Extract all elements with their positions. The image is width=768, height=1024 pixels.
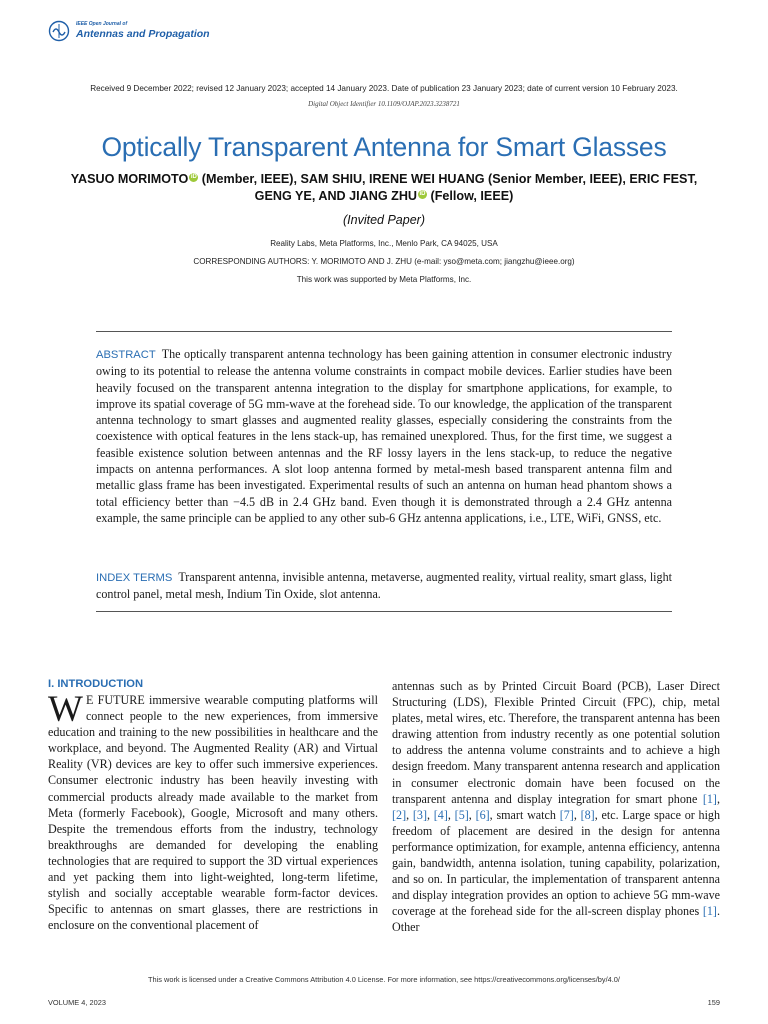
citation-link[interactable]: [3] (412, 807, 427, 822)
orcid-icon[interactable]: iD (190, 173, 197, 180)
author-list (0, 171, 768, 205)
author-list-part2: GENG YE, AND JIANG ZHU (254, 189, 418, 203)
journal-name-small: IEEE Open Journal of (76, 21, 128, 28)
invited-paper-label: (Invited Paper) (343, 213, 425, 227)
author-list-part1: (Member, IEEE), SAM SHIU, IRENE WEI HUANG (Senior Member, IEEE), ERIC FEST, (198, 172, 698, 186)
funding-note: This work was supported by Meta Platforms, Inc. (296, 275, 472, 284)
license-note: This work is licensed under a Creative Commons Attribution 4.0 License. For more information, see https://creativecommons.org/licenses/by/4.0/ (148, 975, 620, 984)
intro-text-left: E FUTURE immersive wearable computing platforms will connect people to the new experiences, from immersive education and training to the new possibilities in healthcare and the workplace, and beyond. The Augmented Reality (AR) and Virtual Reality (VR) devices are key to offer such immersive experiences. Consumer electronic industry has been heavily investing with commercial products already made available to the market from Meta (formerly Facebook), Google, Microsoft and many others. Despite the tremendous efforts from the industry, technology breakthroughs are demanded for developing the enabling technologies that are required to support the 3D virtual experiences and yet packing them into light-weighted, long-term lifetime, stylish and socially acceptable wearable form-factor devices. Specific to antennas on smart glasses, there are restrictions in enclosure on the conventional placement of (48, 693, 378, 933)
abstract-label: ABSTRACT (96, 349, 156, 361)
citation-link[interactable]: [8] (580, 807, 595, 822)
author-zhu-suffix: (Fellow, IEEE) (427, 189, 514, 203)
corresponding-authors: CORRESPONDING AUTHORS: Y. MORIMOTO AND J. ZHU (e-mail: yso@meta.com; jiangzhu@ieee.org) (193, 257, 575, 266)
intro-text-right-1: antennas such as by Printed Circuit Board (PCB), Laser Direct Structuring (LDS), Flexible Printed Circuit (FPC), chip, metal plates, metal wires, etc. Therefore, the transparent antenna has been drawing attention from industry recently as one potential solution to address the antenna volume constraints and to achieve a high design freedom. Many transparent antenna research and application in consumer electronic domain have been focused on the transparent antenna and display integration for smart phone (392, 679, 720, 806)
page-number: 159 (707, 998, 720, 1007)
citation-link[interactable]: [2] (392, 807, 407, 822)
author-morimoto: YASUO MORIMOTO (70, 172, 189, 186)
journal-header (48, 20, 210, 42)
journal-name: Antennas and Propagation (76, 28, 210, 41)
index-terms-text: Transparent antenna, invisible antenna, metaverse, augmented reality, virtual reality, smart glass, light control panel, metal mesh, Indium Tin Oxide, slot antenna. (96, 570, 672, 602)
divider (96, 611, 672, 612)
citation-link[interactable]: [7] (559, 807, 574, 822)
intro-text-right-end: . Other (392, 904, 720, 935)
abstract-text: The optically transparent antenna technology has been gaining attention in consumer electronic industry owing to its potential to release the antenna volume constraints in compact mobile devices. Earlier studies have been heavily focused on the transparent antenna integration to the display for smartphone applications, for example, to improve its spatial coverage of 5G mm-wave at the forehead side. To our knowledge, the application of the transparent antenna technology to smart glasses and augmented reality glasses, especially considering the constraints from the coexistence with optical features in the lens stack-up, has remained unexplored. Thus, for the first time, we suggest a feasible existence solution between antennas and the RF lossy layers in the lens stack-up, to reduce the negative impacts on antenna performances. A slot loop antenna formed by metal-mesh based transparent antenna film and metallic glass frame has been investigated. Experimental results of such an antenna on human head phantom shows a total efficiency better than −4.5 dB in 2.4 GHz band. Even though it is demonstrated through a 2.4 GHz antenna example, the same principle can be applied to any other sub-6 GHz antenna applications, i.e., LTE, WiFi, GNSS, etc. (96, 347, 672, 525)
intro-text-right-watch: , smart watch (489, 807, 560, 822)
paper-title: Optically Transparent Antenna for Smart Glasses (101, 132, 667, 162)
volume-label: VOLUME 4, 2023 (48, 998, 106, 1007)
citation-link[interactable]: [5] (454, 807, 469, 822)
ieee-logo-icon (48, 20, 70, 42)
citation-link[interactable]: [1] (702, 791, 717, 806)
body-column-right (392, 678, 720, 936)
citation-link[interactable]: [6] (475, 807, 490, 822)
citation-link[interactable]: [1] (702, 904, 717, 919)
publication-dates: Received 9 December 2022; revised 12 January 2023; accepted 14 January 2023. Date of publication 23 January 2023; date of current version 10 February 2023. (90, 84, 678, 93)
intro-text-right-2: , etc. Large space or high freedom of placement are desired in the design for antenna performance optimization, for example, antenna efficiency, antenna gain, bandwidth, antenna isolation, tuning capability, polarization, and so on. In particular, the implementation of transparent antenna and display integration provides an option to achieve 5G mm-wave coverage at the forehead side for the all-screen display phones (392, 807, 721, 919)
intro-paragraph-left (48, 689, 378, 933)
orcid-icon[interactable]: iD (419, 190, 426, 197)
abstract (96, 346, 672, 526)
affiliation: Reality Labs, Meta Platforms, Inc., Menlo Park, CA 94025, USA (270, 239, 498, 248)
intro-paragraph-right: antennas such as by Printed Circuit Board (PCB), Laser Direct Structuring (LDS), Flexible Printed Circuit (FPC), chip, metal plates, metal wires, etc. Therefore, the transparent antenna has been drawing attention from industry recently as one potential solution to address the antenna volume constraints and to achieve a high design freedom. Many transparent antenna research and application in consumer electronic domain have been focused on the transparent antenna and display integration for smart phone [1], [2], [3], [4], [5], [6], smart watch [7], [8], etc. Large space or high freedom of placement are desired in the design for antenna performance optimization, for example, antenna efficiency, antenna gain, bandwidth, antenna isolation, tuning capability, polarization, and so on. In particular, the implementation of transparent antenna and display integration provides an option to achieve 5G mm-wave coverage at the forehead side for the all-screen display phones [1]. Other (392, 679, 721, 935)
section-heading: I. INTRODUCTION (48, 678, 144, 690)
drop-cap: W (48, 689, 83, 730)
index-terms-label: INDEX TERMS (96, 572, 173, 584)
doi: Digital Object Identifier 10.1109/OJAP.2023.3238721 (308, 100, 460, 108)
body-column-left (48, 678, 378, 933)
index-terms (96, 569, 672, 603)
citation-link[interactable]: [4] (433, 807, 448, 822)
divider (96, 331, 672, 332)
